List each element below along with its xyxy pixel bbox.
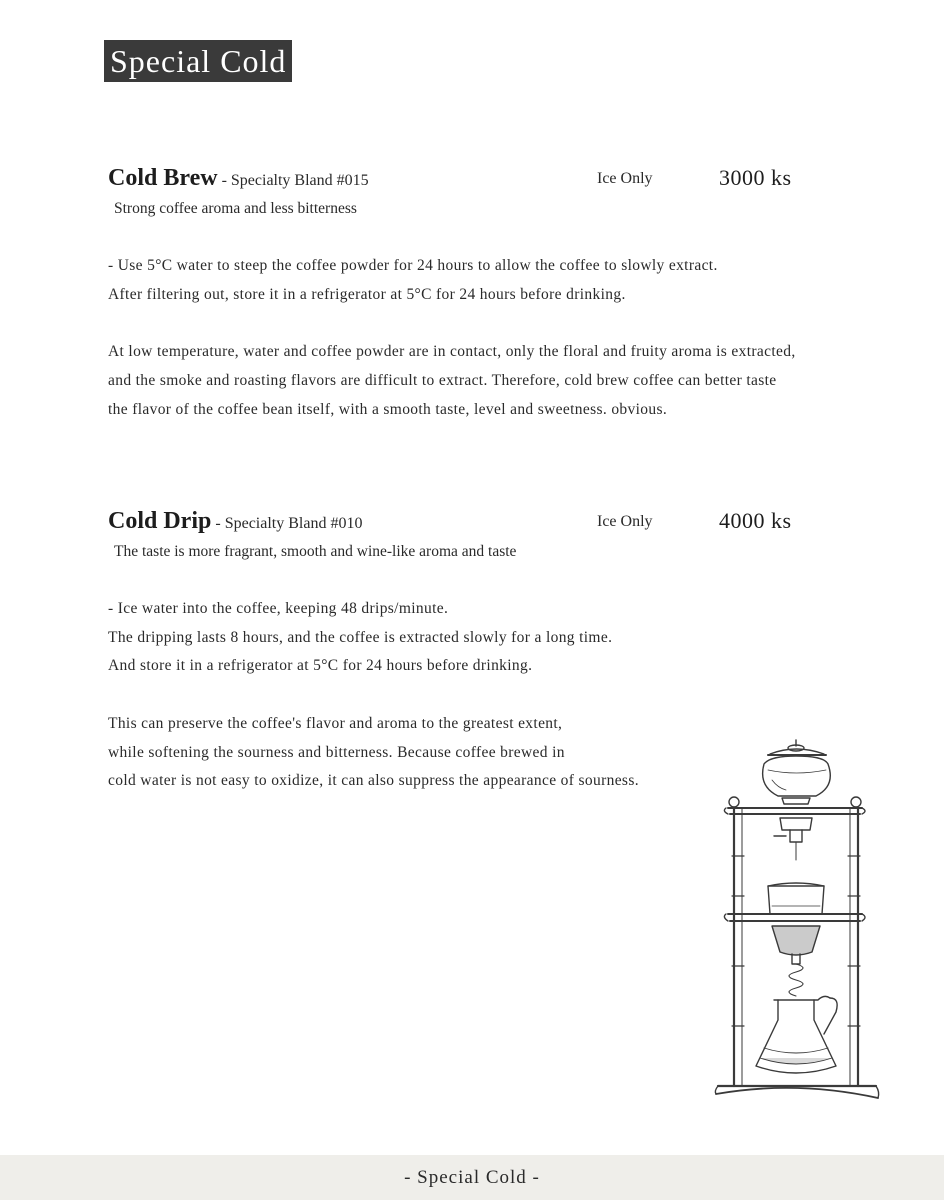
method-line: - Use 5°C water to steep the coffee powder for 24 hours to allow the coffee to slowly extract.: [108, 257, 718, 274]
item-subtitle: - Specialty Bland #010: [211, 515, 363, 532]
page-footer: - Special Cold -: [0, 1155, 944, 1200]
menu-item-cold-brew: [108, 165, 888, 424]
item-name: [108, 508, 362, 535]
method-line: - Ice water into the coffee, keeping 48 drips/minute.: [108, 600, 449, 617]
detail-line: At low temperature, water and coffee powder are in contact, only the floral and fruity aroma is extracted,: [108, 343, 796, 361]
item-description: The taste is more fragrant, smooth and wine-like aroma and taste: [114, 543, 517, 560]
detail-line: This can preserve the coffee's flavor and aroma to the greatest extent,: [108, 714, 563, 732]
item-method: [108, 252, 888, 309]
item-price: 4000 ks: [719, 508, 792, 533]
item-name: [108, 165, 369, 192]
item-detail: [108, 338, 888, 424]
item-method: [108, 595, 888, 681]
item-header: [108, 508, 888, 538]
item-price: 3000 ks: [719, 165, 792, 190]
item-name-text: Cold Brew: [108, 165, 218, 191]
cold-drip-tower-icon: [712, 736, 882, 1108]
method-line: And store it in a refrigerator at 5°C for 24 hours before drinking.: [108, 657, 533, 675]
item-serving-note: Ice Only: [597, 170, 653, 187]
detail-line: while softening the sourness and bitterness. Because coffee brewed in: [108, 743, 565, 761]
detail-line: the flavor of the coffee bean itself, with a smooth taste, level and sweetness. obvious.: [108, 400, 668, 418]
item-subtitle: - Specialty Bland #015: [217, 172, 369, 189]
item-description: Strong coffee aroma and less bitterness: [114, 200, 357, 217]
item-name-text: Cold Drip: [108, 508, 212, 534]
item-serving-note: Ice Only: [597, 513, 653, 530]
method-line: The dripping lasts 8 hours, and the coffee is extracted slowly for a long time.: [108, 628, 613, 646]
item-header: [108, 165, 888, 195]
page-title: Special Cold: [104, 40, 292, 82]
detail-line: and the smoke and roasting flavors are difficult to extract. Therefore, cold brew coffee can better taste: [108, 371, 777, 389]
detail-line: cold water is not easy to oxidize, it can also suppress the appearance of sourness.: [108, 772, 639, 790]
method-line: After filtering out, store it in a refrigerator at 5°C for 24 hours before drinking.: [108, 285, 626, 303]
